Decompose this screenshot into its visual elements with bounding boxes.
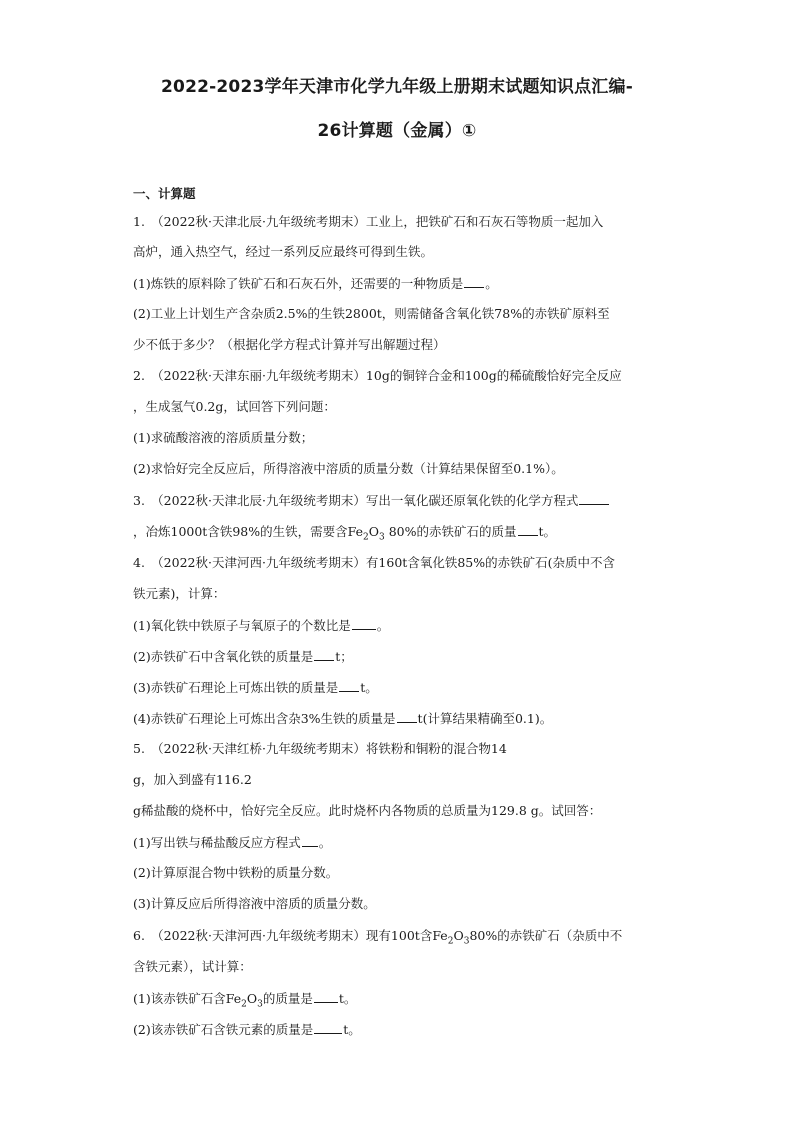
answer-blank [302,834,318,847]
question-3-line-2-text: ，冶炼1000t含铁98%的生铁，需要含Fe [133,524,364,539]
subscript: 3 [257,999,263,1010]
question-1-part-1-text: (1)炼铁的原料除了铁矿石和石灰石外，还需要的一种物质是 [133,276,464,291]
question-6-line-2: 含铁元素），试计算： [133,959,252,974]
question-4-line-2: 铁元素)，计算： [133,586,226,601]
answer-blank [397,710,417,723]
subscript: 2 [241,999,247,1010]
answer-blank [464,275,484,288]
question-5-line-3: g稀盐酸的烧杯中，恰好完全反应。此时烧杯内各物质的总质量为129.8 g。试回答： [133,803,602,818]
question-4-part-2-text: (2)赤铁矿石中含氧化铁的质量是 [133,649,314,664]
question-3-line-2 [133,523,673,546]
question-5-part-1-end: 。 [318,835,332,850]
question-5-part-3: (3)计算反应后所得溶液中溶质的质量分数。 [133,896,376,911]
answer-blank [518,523,538,536]
question-4-part-1-end: 。 [376,618,390,633]
question-6-part-2-text: (2)该赤铁矿石含铁元素的质量是 [133,1022,314,1037]
question-4-part-4-end: t(计算结果精确至0.1)。 [417,711,553,726]
question-3-line-2-mid: 80%的赤铁矿石的质量 [384,524,517,539]
question-1-part-1 [133,275,673,292]
answer-blank [314,648,334,661]
answer-blank [352,617,376,630]
question-2-part-2: (2)求恰好完全反应后，所得溶液中溶质的质量分数（计算结果保留至0.1%）。 [133,461,564,476]
formula-element: O [453,928,464,943]
answer-blank [339,679,359,692]
answer-blank [314,990,338,1003]
subscript: 2 [363,532,369,543]
question-1-part-1-end: 。 [485,276,498,291]
formula-element: O [246,991,258,1006]
question-5-part-1-text: (1)写出铁与稀盐酸反应方程式 [133,835,301,850]
question-1-line-1: 1. （2022秋·天津北辰·九年级统考期末）工业上，把铁矿石和石灰石等物质一起加入 [133,214,604,229]
document-title-line-1: 2022-2023学年天津市化学九年级上册期末试题知识点汇编- [161,77,633,97]
question-5-part-1 [133,834,673,851]
question-6-line-1-text: 6. （2022秋·天津河西·九年级统考期末）现有100t含Fe [133,928,448,943]
question-4-part-1 [133,617,673,634]
question-4-part-2-end: t； [335,649,353,664]
question-4-part-4 [133,710,673,727]
question-2-line-2: ，生成氢气0.2g，试回答下列问题： [133,399,336,414]
formula-element: O [368,524,379,539]
question-5-part-2: (2)计算原混合物中铁粉的质量分数。 [133,865,339,880]
question-1-line-2: 高炉，通入热空气，经过一系列反应最终可得到生铁。 [133,244,434,259]
question-1-part-2-line-1: (2)工业上计划生产含杂质2.5%的生铁2800t，则需储备含氧化铁78%的赤铁矿原料至 [133,306,610,321]
question-6-part-1 [133,990,673,1013]
answer-blank [314,1021,342,1034]
document-title-line-2: 26计算题（金属）① [317,121,477,141]
answer-blank [579,492,609,505]
question-3-line-1 [133,492,673,509]
question-3-line-2-end: t。 [538,524,557,539]
question-4-part-4-text: (4)赤铁矿石理论上可炼出含杂3%生铁的质量是 [133,711,396,726]
question-6-line-1-end: 80%的赤铁矿石（杂质中不 [469,928,623,943]
question-2-part-1: (1)求硫酸溶液的溶质质量分数； [133,430,314,445]
question-4-part-3 [133,679,673,696]
section-heading: 一、计算题 [133,186,196,201]
question-4-part-2 [133,648,673,665]
question-6-part-1-text: (1)该赤铁矿石含Fe [133,991,242,1006]
question-6-part-2-end: t。 [343,1022,361,1037]
question-4-part-3-text: (3)赤铁矿石理论上可炼出铁的质量是 [133,680,339,695]
question-5-line-2: g，加入到盛有116.2 [133,772,252,787]
subscript: 3 [379,532,385,543]
question-2-line-1: 2. （2022秋·天津东丽·九年级统考期末）10g的铜锌合金和100g的稀硫酸恰好完全反应 [133,368,622,383]
question-4-part-3-end: t。 [360,680,378,695]
question-6-part-2 [133,1021,673,1038]
subscript: 3 [463,936,470,947]
subscript: 2 [447,936,454,947]
question-5-line-1: 5. （2022秋·天津红桥·九年级统考期末）将铁粉和铜粉的混合物14 [133,741,507,756]
question-6-part-1-mid: 的质量是 [262,991,313,1006]
question-3-line-1-text: 3. （2022秋·天津北辰·九年级统考期末）写出一氧化碳还原氧化铁的化学方程式 [133,493,579,508]
question-6-line-1 [133,928,673,950]
question-4-part-1-text: (1)氧化铁中铁原子与氧原子的个数比是 [133,618,351,633]
question-4-line-1: 4. （2022秋·天津河西·九年级统考期末）有160t含氧化铁85%的赤铁矿石(杂质中不含 [133,555,615,570]
question-6-part-1-end: t。 [338,991,357,1006]
question-1-part-2-line-2: 少不低于多少？（根据化学方程式计算并写出解题过程） [133,337,446,352]
